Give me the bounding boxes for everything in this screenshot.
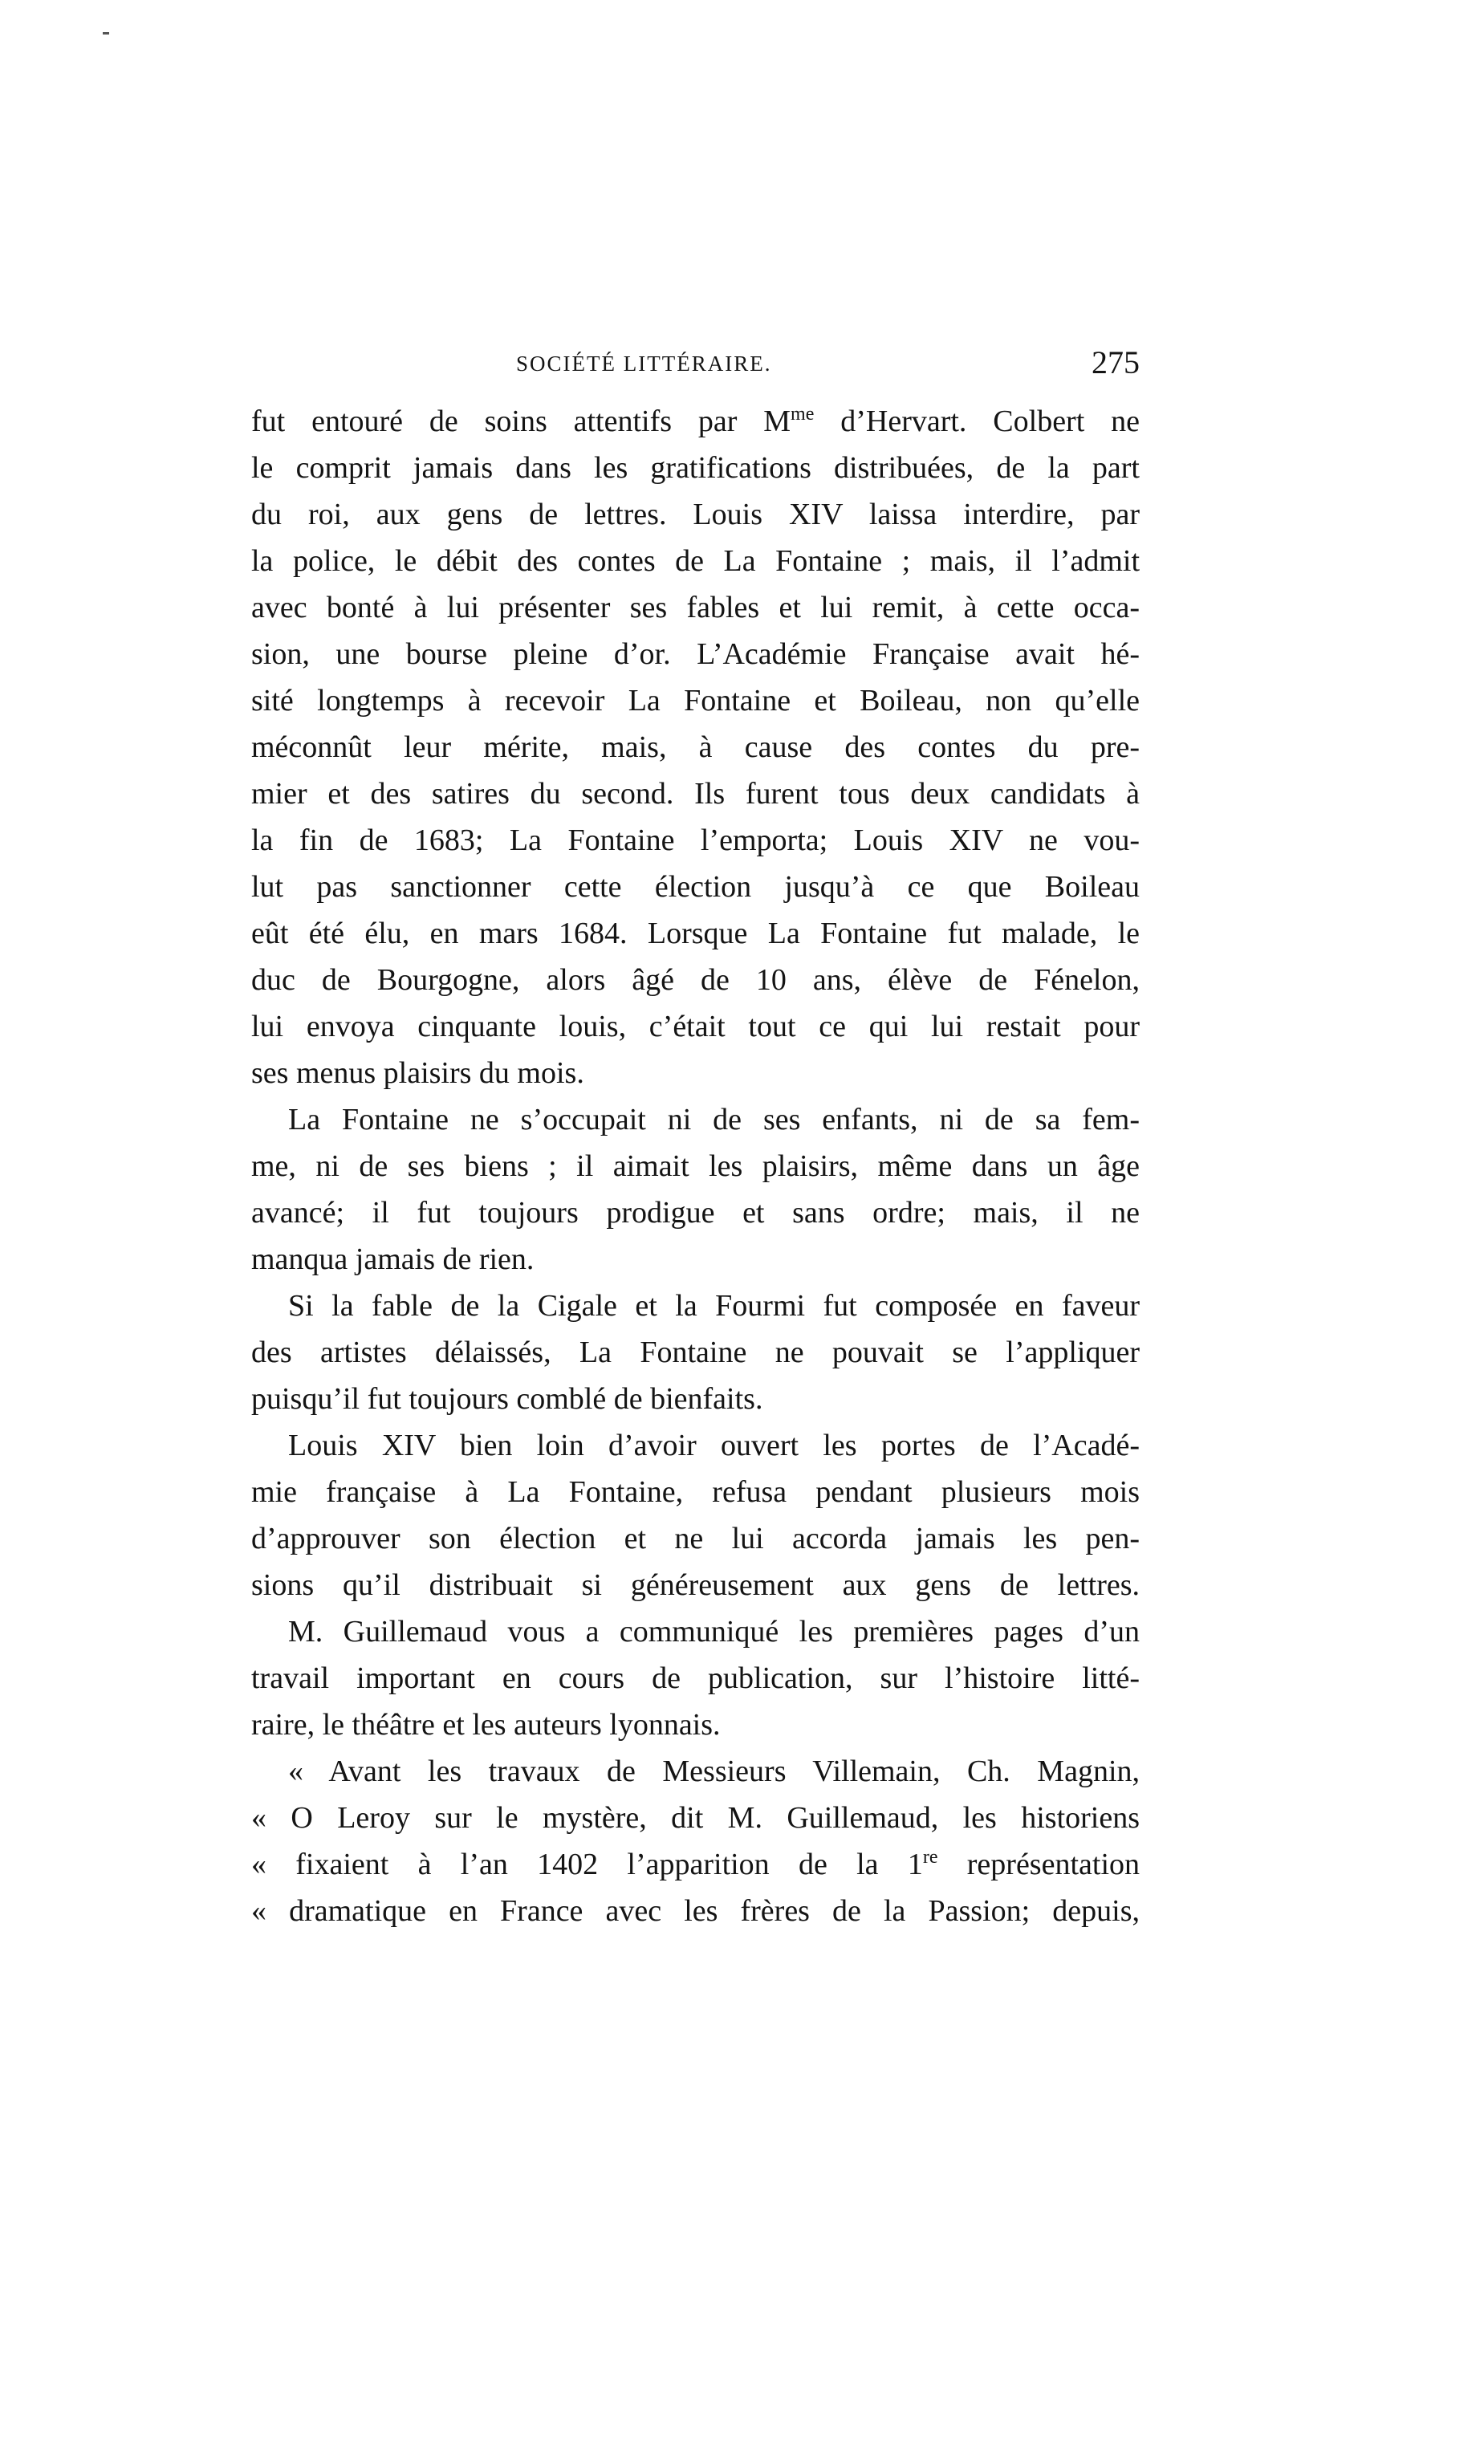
text-line: [251, 1702, 1140, 1748]
text-line-content: « dramatique en France avec les frères de la Passion; depuis,: [251, 1894, 1140, 1928]
text-line-content: ses menus plaisirs du mois.: [251, 1056, 584, 1090]
text-line: [251, 1143, 1140, 1189]
text-line-content: lui envoya cinquante louis, c’était tout ce qui lui restait pour: [251, 1010, 1140, 1043]
page-header: [251, 344, 1140, 384]
text-line: [251, 445, 1140, 491]
text-line-content: [251, 398, 1140, 445]
text-line: [251, 1562, 1140, 1608]
text-line: [251, 1189, 1140, 1236]
text-line-content: du roi, aux gens de lettres. Louis XIV laissa interdire, par: [251, 498, 1140, 531]
text-line-content: sions qu’il distribuait si généreusement aux gens de lettres.: [251, 1568, 1140, 1602]
text-line-content: « Avant les travaux de Messieurs Villemain, Ch. Magnin,: [288, 1754, 1140, 1788]
text-line-content: des artistes délaissés, La Fontaine ne pouvait se l’appliquer: [251, 1336, 1140, 1369]
page-number: 275: [1092, 344, 1140, 380]
text-line-content: la fin de 1683; La Fontaine l’emporta; Louis XIV ne vou-: [251, 823, 1140, 857]
text-line-content: puisqu’il fut toujours comblé de bienfaits.: [251, 1382, 763, 1416]
text-line: [251, 491, 1140, 538]
text-line-content: avancé; il fut toujours prodigue et sans ordre; mais, il ne: [251, 1196, 1140, 1230]
text-line: [251, 1329, 1140, 1376]
text-line-content: mie française à La Fontaine, refusa pendant plusieurs mois: [251, 1475, 1140, 1509]
text-line: [251, 957, 1140, 1003]
text-line: [251, 1608, 1140, 1655]
text-line-content: M. Guillemaud vous a communiqué les premières pages d’un: [288, 1615, 1140, 1649]
text-line: [251, 724, 1140, 771]
text-line-content: mier et des satires du second. Ils furent tous deux candidats à: [251, 777, 1140, 811]
running-title: SOCIÉTÉ LITTÉRAIRE.: [516, 352, 772, 376]
text-line-content: d’approuver son élection et ne lui accorda jamais les pen-: [251, 1522, 1140, 1555]
text-line-content: Louis XIV bien loin d’avoir ouvert les portes de l’Acadé-: [288, 1429, 1140, 1462]
text-line-content: lut pas sanctionner cette élection jusqu’à ce que Boileau: [251, 870, 1140, 904]
text-line-content: manqua jamais de rien.: [251, 1242, 535, 1276]
text-line: [251, 631, 1140, 677]
text-segment: fut entouré de soins attentifs par M: [251, 405, 791, 438]
text-line: [251, 1655, 1140, 1702]
text-line-content: raire, le théâtre et les auteurs lyonnais.: [251, 1708, 721, 1742]
text-line-content: sité longtemps à recevoir La Fontaine et Boileau, non qu’elle: [251, 684, 1140, 718]
text-line-content: Si la fable de la Cigale et la Fourmi fut composée en faveur: [288, 1289, 1140, 1323]
text-line: [251, 864, 1140, 910]
text-segment: représentation: [937, 1848, 1140, 1881]
text-line: [251, 771, 1140, 817]
text-line: [251, 1422, 1140, 1469]
text-line: [251, 1748, 1140, 1795]
text-line-content: La Fontaine ne s’occupait ni de ses enfants, ni de sa fem-: [288, 1103, 1140, 1136]
text-line-content: travail important en cours de publication, sur l’histoire litté-: [251, 1661, 1140, 1695]
text-line: [251, 398, 1140, 445]
text-segment: « fixaient à l’an 1402 l’apparition de la 1: [251, 1848, 923, 1881]
scan-speck: [103, 32, 109, 35]
superscript: me: [791, 404, 815, 425]
text-line: [251, 584, 1140, 631]
text-line: [251, 910, 1140, 957]
text-line-content: eût été élu, en mars 1684. Lorsque La Fontaine fut malade, le: [251, 917, 1140, 950]
text-line: [251, 1888, 1140, 1934]
text-line: [251, 1795, 1140, 1841]
text-line-content: le comprit jamais dans les gratifications distribuées, de la part: [251, 451, 1140, 485]
text-line: [251, 1050, 1140, 1096]
text-line-content: me, ni de ses biens ; il aimait les plaisirs, même dans un âge: [251, 1149, 1140, 1183]
text-line-content: « O Leroy sur le mystère, dit M. Guillemaud, les historiens: [251, 1801, 1140, 1835]
text-line: [251, 1283, 1140, 1329]
text-line: [251, 538, 1140, 584]
text-line: [251, 1841, 1140, 1888]
text-line: [251, 1096, 1140, 1143]
superscript: re: [922, 1847, 938, 1868]
text-line: [251, 1469, 1140, 1515]
text-segment: d’Hervart. Colbert ne: [814, 405, 1140, 438]
text-line-content: duc de Bourgogne, alors âgé de 10 ans, élève de Fénelon,: [251, 963, 1140, 997]
text-line-content: [251, 1841, 1140, 1888]
text-line-content: la police, le débit des contes de La Fontaine ; mais, il l’admit: [251, 544, 1140, 578]
text-line-content: sion, une bourse pleine d’or. L’Académie Française avait hé-: [251, 637, 1140, 671]
text-line: [251, 1376, 1140, 1422]
text-line: [251, 677, 1140, 724]
text-line-content: méconnût leur mérite, mais, à cause des contes du pre-: [251, 730, 1140, 764]
text-line: [251, 1236, 1140, 1283]
text-line: [251, 817, 1140, 864]
body-text: [251, 398, 1140, 1934]
text-line: [251, 1515, 1140, 1562]
text-line-content: avec bonté à lui présenter ses fables et lui remit, à cette occa-: [251, 591, 1140, 624]
text-line: [251, 1003, 1140, 1050]
